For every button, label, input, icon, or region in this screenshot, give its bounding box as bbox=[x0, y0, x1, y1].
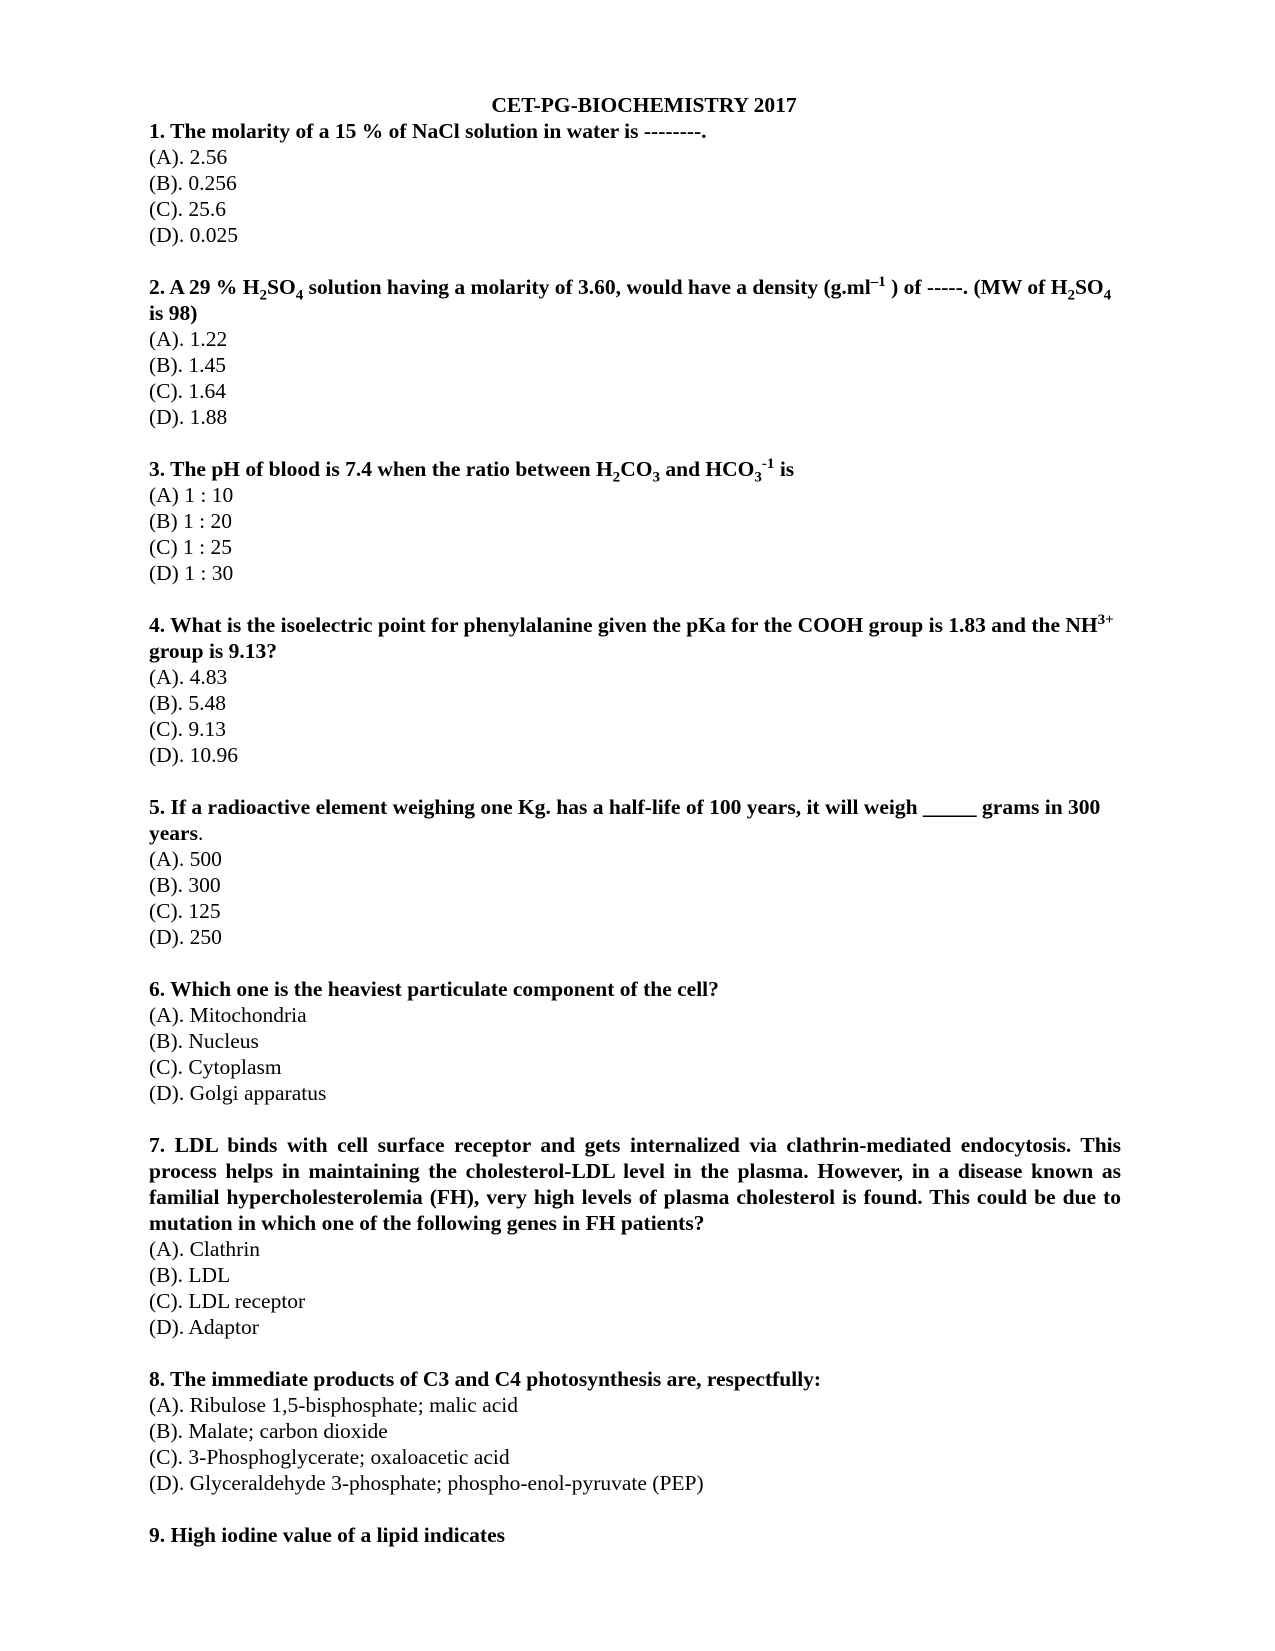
option-a: (A). Ribulose 1,5-bisphosphate; malic acid bbox=[149, 1393, 519, 1417]
option-d: (D). Golgi apparatus bbox=[149, 1081, 327, 1105]
option-d: (D). 1.88 bbox=[149, 405, 228, 429]
question-text: 2. A 29 % $H_2SO_4$ solution having a molarity of 3.60, would have a density ($g.ml^{-1}$ ) of -----. (MW of $H_2SO_4$ is 98) bbox=[149, 273, 1112, 325]
question-text: 9. High iodine value of a lipid indicates bbox=[149, 1523, 505, 1547]
question-text: 8. The immediate products of C3 and C4 photosynthesis are, respectfully: bbox=[149, 1367, 822, 1391]
option-b: (B). 5.48 bbox=[149, 691, 227, 715]
option-c: (C) 1 : 25 bbox=[149, 535, 233, 559]
option-a: (A). 4.83 bbox=[149, 665, 228, 689]
option-c: (C). Cytoplasm bbox=[149, 1055, 282, 1079]
exam-page bbox=[149, 92, 1121, 1574]
option-c: (C). LDL receptor bbox=[149, 1289, 306, 1313]
option-b: (B). 1.45 bbox=[149, 353, 227, 377]
option-a: (A). 2.56 bbox=[149, 145, 228, 169]
option-b: (B). LDL bbox=[149, 1263, 231, 1287]
question-6 bbox=[149, 976, 1121, 1106]
question-4 bbox=[149, 612, 1121, 768]
option-d: (D). 250 bbox=[149, 925, 222, 949]
option-d: (D). Adaptor bbox=[149, 1315, 259, 1339]
option-d: (D). 10.96 bbox=[149, 743, 238, 767]
option-b: (B) 1 : 20 bbox=[149, 509, 233, 533]
option-c: (C). 9.13 bbox=[149, 717, 227, 741]
option-c: (C). 25.6 bbox=[149, 197, 227, 221]
question-3 bbox=[149, 456, 1121, 586]
option-a: (A). 1.22 bbox=[149, 327, 228, 351]
page-title: CET-PG-BIOCHEMISTRY 2017 bbox=[491, 93, 797, 117]
option-c: (C). 125 bbox=[149, 899, 221, 923]
question-text: 7. LDL binds with cell surface receptor and gets internalized via clathrin-mediated endocytosis. This process helps in maintaining the cholesterol-LDL level in the plasma. However, in a disease known as familial hypercholesterolemia (FH), very high levels of plasma cholesterol is found. This could be due to mutation in which one of the following genes in FH patients? bbox=[149, 1133, 1121, 1235]
question-text: 5. If a radioactive element weighing one Kg. has a half-life of 100 years, it will weigh _____ grams in 300 years. bbox=[149, 795, 1101, 845]
option-a: (A). 500 bbox=[149, 847, 222, 871]
option-d: (D). 0.025 bbox=[149, 223, 238, 247]
option-c: (C). 3-Phosphoglycerate; oxaloacetic acid bbox=[149, 1445, 510, 1469]
question-5 bbox=[149, 794, 1121, 950]
question-text: 6. Which one is the heaviest particulate component of the cell? bbox=[149, 977, 719, 1001]
option-c: (C). 1.64 bbox=[149, 379, 227, 403]
option-a: (A). Mitochondria bbox=[149, 1003, 307, 1027]
question-1 bbox=[149, 118, 1121, 248]
question-2 bbox=[149, 274, 1121, 430]
question-8 bbox=[149, 1366, 1121, 1496]
question-9 bbox=[149, 1522, 1121, 1548]
option-a: (A) 1 : 10 bbox=[149, 483, 234, 507]
option-b: (B). Malate; carbon dioxide bbox=[149, 1419, 388, 1443]
option-b: (B). 300 bbox=[149, 873, 221, 897]
question-text: 1. The molarity of a 15 % of NaCl solution in water is --------. bbox=[149, 119, 707, 143]
option-d: (D). Glyceraldehyde 3-phosphate; phospho-enol-pyruvate (PEP) bbox=[149, 1471, 704, 1495]
option-b: (B). 0.256 bbox=[149, 171, 237, 195]
question-text: 3. The pH of blood is 7.4 when the ratio between $H_2CO_3$ and $HCO_3^{-1}$ is bbox=[149, 455, 795, 486]
option-d: (D) 1 : 30 bbox=[149, 561, 234, 585]
question-7 bbox=[149, 1132, 1121, 1340]
option-b: (B). Nucleus bbox=[149, 1029, 259, 1053]
option-a: (A). Clathrin bbox=[149, 1237, 261, 1261]
question-text: 4. What is the isoelectric point for phenylalanine given the pKa for the COOH group is 1.83 and the $NH^{3+}$ group is 9.13? bbox=[149, 611, 1114, 663]
